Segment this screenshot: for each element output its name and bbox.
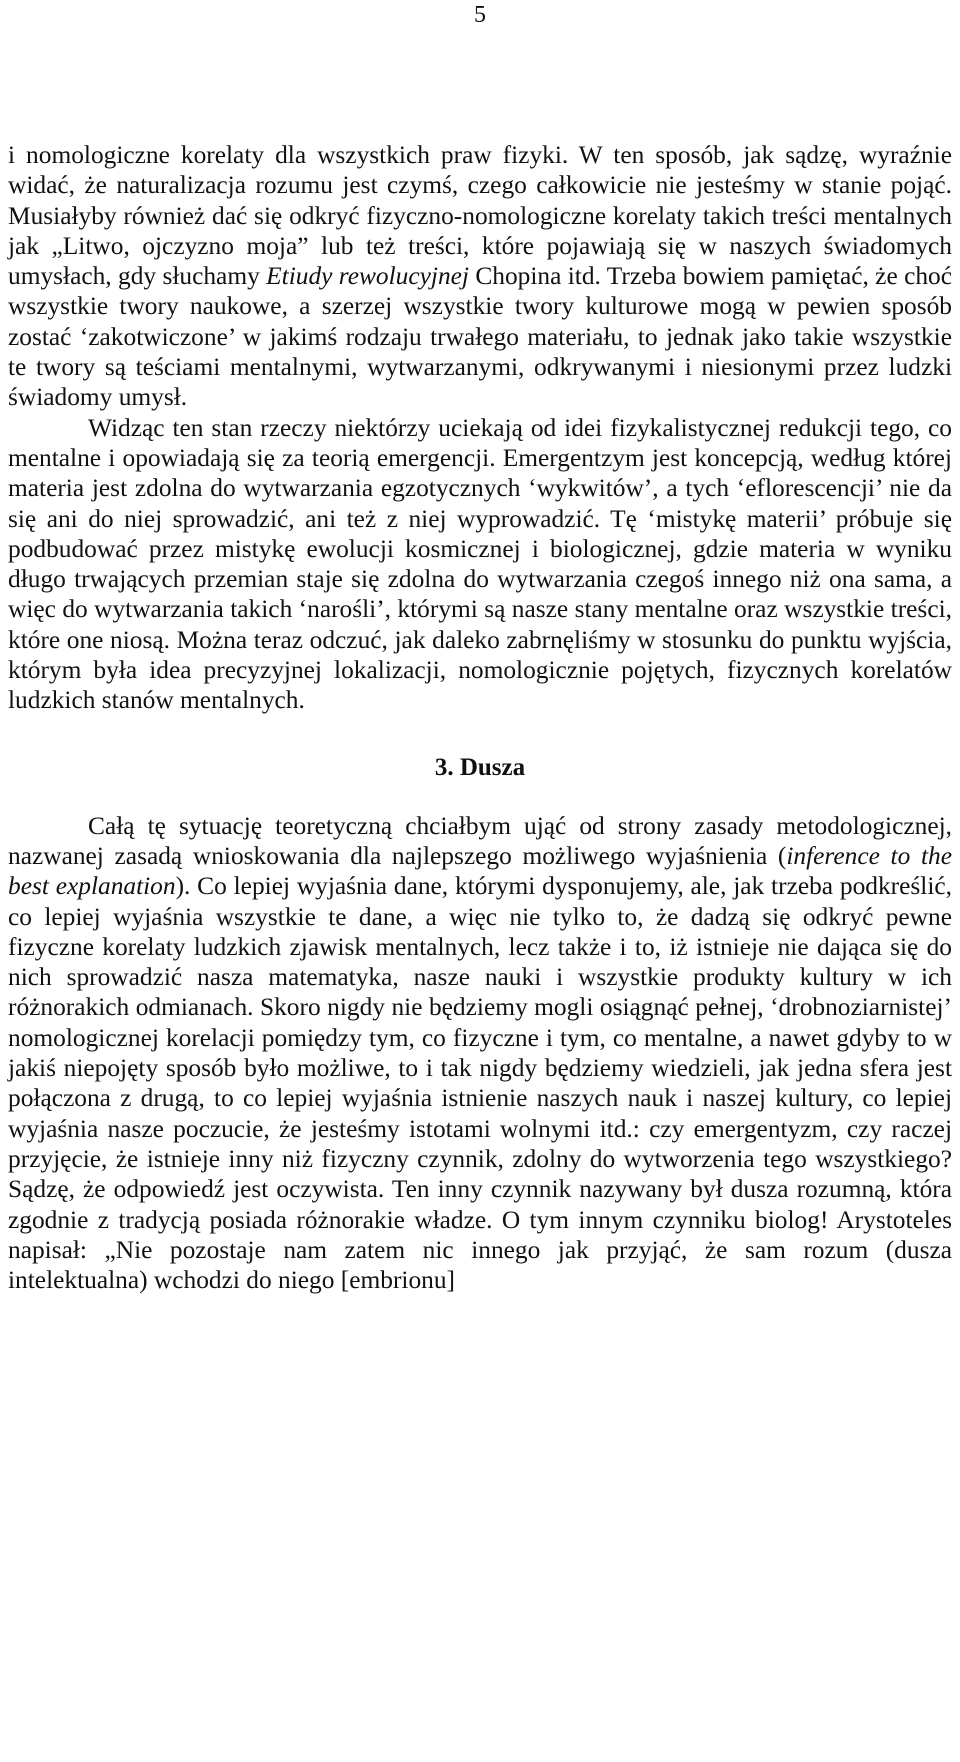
paragraph-1-text-a: i nomologiczne korelaty dla wszystkich praw fizyki. W ten sposób, jak sądzę, wyraźnie widać, że naturalizacja rozumu jest czymś, czego całkowicie nie jesteśmy w stanie pojąć. Musiałyby również dać się odkryć fizyczno-nomologiczne korelaty takich treści mentalnych jak „Litwo, ojczyzno moja” lub też treści, które pojawiają się w naszych świadomych umysłach, gdy słuchamy <box>8 141 952 291</box>
page-number: 5 <box>474 2 486 28</box>
italic-title-etiudy: Etiudy rewolucyjnej <box>266 262 469 291</box>
spacer <box>8 716 952 753</box>
paragraph-3 <box>8 811 952 1296</box>
section-heading: 3. Dusza <box>434 753 526 781</box>
document-body <box>8 140 952 1295</box>
paragraph-3-text-a: Całą tę sytuację teoretyczną chciałbym ująć od strony zasady metodologicznej, nazwanej zasadą wnioskowania dla najlepszego możliwego wyjaśnienia ( <box>8 811 952 870</box>
italic-phrase-inference: inference to the best explanation <box>8 841 952 901</box>
paragraph-2-text: Widząc ten stan rzeczy niektórzy uciekają od idei fizykalistycznej redukcji tego, co mentalne i opowiadają się za teorią emergencji. Emergentzym jest koncepcją, według której materia jest zdolna do wytwarzania egzotycznych ‘wykwitów’, a tych ‘eflorescencji’ nie da się ani do niej sprowadzić, ani też z niej wyprowadzić. Tę ‘mistykę materii’ próbuje się podbudować przez mistykę ewolucji kosmicznej i biologicznej, gdzie materia w wyniku długo trwających przemian staje się zdolna do wytwarzania czegoś innego niż ona sama, a więc do wytwarzania takich ‘narośli’, którymi są nasze stany mentalne oraz wszystkie treści, które one niosą. Można teraz odczuć, jak daleko zabrnęliśmy w stosunku do punktu wyjścia, którym była idea precyzyjnej lokalizacji, nomologicznie pojętych, fizycznych korelatów ludzkich stanów mentalnych. <box>8 413 952 715</box>
paragraph-1-text-b: Chopina itd. Trzeba bowiem pamiętać, że choć wszystkie twory naukowe, a szerzej wszystkie twory kulturowe mogą w pewien sposób zostać ‘zakotwiczone’ w jakimś rodzaju trwałego materiału, to jednak jako takie wszystkie te twory są teściami mentalnymi, wytwarzanymi, odkrywanymi i niesionymi przez ludzki świadomy umysł. <box>8 262 953 412</box>
paragraph-3-text-b: ). Co lepiej wyjaśnia dane, którymi dysponujemy, ale, jak trzeba podkreślić, co lepiej wyjaśnia wszystkie te dane, a więc nie tylko to, że dadzą się odkryć pewne fizyczne korelaty ludzkich zjawisk mentalnych, lecz także i to, iż istnieje nie dająca się do nich sprowadzić nasza matematyka, nasze nauki i wszystkie produkty kultury w ich różnorakich odmianach. Skoro nigdy nie będziemy mogli osiągnąć pełnej, ‘drobnoziarnistej’ nomologicznej korelacji pomiędzy tym, co fizyczne i tym, co mentalne, a nawet gdyby to w jakiś niepojęty sposób było możliwe, to i tak nigdy będziemy wiedzieli, jak jedna sfera jest połączona z drugą, to co lepiej wyjaśnia istnienie naszych nauk i naszej kultury, co lepiej wyjaśnia nasze poczucie, że jesteśmy istotami wolnymi itd.: czy emergentyzm, czy raczej przyjęcie, że istnieje inny niż fizyczny czynnik, zdolny do wytworzenia tego wszystkiego? Sądzę, że odpowiedź jest oczywista. Ten inny czynnik nazywany był dusza rozumną, która zgodnie z tradycją posiada różnorakie władze. O tym innym czynniku biolog! Arystoteles napisał: „Nie pozostaje nam zatem nic innego jak przyjąć, że sam rozum (dusza intelektualna) wchodzi do niego [embrionu] <box>8 872 952 1295</box>
spacer <box>8 783 952 811</box>
paragraph-1 <box>8 140 952 413</box>
paragraph-2 <box>8 413 952 716</box>
